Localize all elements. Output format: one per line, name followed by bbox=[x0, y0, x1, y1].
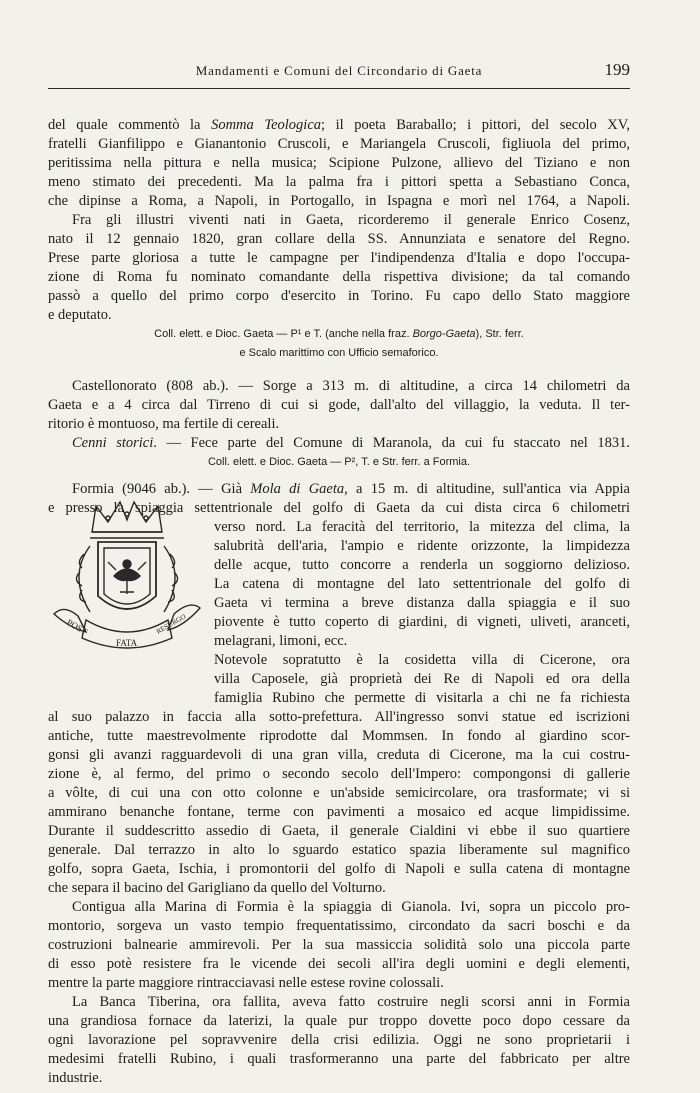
crest-ribbon-center: FATA bbox=[116, 638, 138, 648]
text-line: montorio, sorgeva un vasto tempio frequentatissimo, circondato da sacri boschi e da bbox=[48, 918, 630, 934]
text-line: zione è, al fermo, del primo o secondo secolo dell'Impero: compongonsi di gallerie bbox=[48, 766, 630, 782]
text-line: meno stimato dei precedenti. Ma la palma fra i pittori spetta a Sebastiano Conca, bbox=[48, 174, 630, 190]
text-line: ammirano benanche fontane, terme con pavimenti a mosaico ed acque limpidissime. bbox=[48, 804, 630, 820]
text-line: una grandiosa fornace da laterizi, la quale pur troppo dovette poco dopo cessare da bbox=[48, 1013, 630, 1029]
text-line: Cenni storici. — Fece parte del Comune di Maranola, da cui fu staccato nel 1831. bbox=[72, 435, 630, 451]
text-line: e presso la spiaggia settentrionale del golfo di Gaeta da cui dista circa 6 chilometri bbox=[48, 500, 630, 516]
text-line: al suo palazzo in faccia alla sotto-prefettura. All'ingresso sonvi statue ed iscrizioni bbox=[48, 709, 630, 725]
text-line: ritorio è montuoso, ma fertile di cereali. bbox=[48, 416, 280, 432]
text-line: famiglia Rubino che permette di visitarla a chi ne fa richiesta bbox=[214, 690, 630, 706]
text-line: ogni lavorazione pel sopravvenire della crisi edilizia. Oggi ne sono proprietarii i bbox=[48, 1032, 630, 1048]
text-line: costruzioni balnearie ammirevoli. Per la sua massiccia solidità solo una piccola parte bbox=[48, 937, 630, 953]
text-line: verso nord. La feracità del territorio, la mitezza del clima, la bbox=[214, 519, 630, 535]
text-line: Castellonorato (808 ab.). — Sorge a 313 m. di altitudine, a circa 14 chilometri da bbox=[72, 378, 630, 394]
text-line: La catena di montagne del lato settentrionale del golfo di bbox=[214, 576, 630, 592]
text-line: golfo, sopra Gaeta, Ischia, i promontorii del golfo di Napoli e sulla catena di montagne bbox=[48, 861, 630, 877]
text-line: Notevole sopratutto è la cosidetta villa di Cicerone, ora bbox=[214, 652, 630, 668]
text-line: che dipinse a Roma, a Napoli, in Portogallo, in Ispagna e morì nel 1764, a Napoli. bbox=[48, 193, 630, 209]
text-line: mentre la parte maggiore rintracciavasi nelle estese rovine colossali. bbox=[48, 975, 444, 991]
text-line: Coll. elett. e Dioc. Gaeta — P², T. e Str. ferr. a Formia. bbox=[207, 456, 471, 468]
crest-ribbon-left: POST bbox=[65, 617, 90, 637]
page-header bbox=[48, 62, 630, 84]
text-line: nato il 12 gennaio 1820, gran collare della SS. Annunziata e senatore del Regno. bbox=[48, 231, 630, 247]
text-line: Gaeta vi termina a breve distanza dalla spiaggia e il suo bbox=[214, 595, 630, 611]
gaeta-coat-of-arms bbox=[46, 496, 208, 660]
text-line: Prese parte gloriosa a tutte le campagne per l'indipendenza d'Italia e dopo l'occupa- bbox=[48, 250, 630, 266]
text-line: di esso potè resistere fra le vicende dei secoli all'ira degli uomini e degli elementi, bbox=[48, 956, 630, 972]
text-line: delle acque, tutto concorre a renderla un soggiorno delizioso. bbox=[214, 557, 630, 573]
text-line: zione di Roma fu nominato comandante della rispettiva divisione; da tal comando bbox=[48, 269, 630, 285]
page-number: 199 bbox=[604, 60, 630, 79]
text-line: generale. Dal terrazzo in alto lo sguardo estatico spazia liberamente sul magnifico bbox=[48, 842, 630, 858]
text-line: Contigua alla Marina di Formia è la spiaggia di Gianola. Ivi, sopra un piccolo pro- bbox=[72, 899, 630, 915]
text-line: a vôlte, di cui una con otto colonne e un'abside semicircolare, ora trasformate; vi si bbox=[48, 785, 630, 801]
text-line: che separa il bacino del Garigliano da quello del Volturno. bbox=[48, 880, 386, 896]
text-line: Coll. elett. e Dioc. Gaeta — P¹ e T. (anche nella fraz. Borgo-Gaeta), Str. ferr. bbox=[154, 328, 524, 340]
text-line: del quale commentò la Somma Teologica; il poeta Baraballo; i pittori, del secolo XV, bbox=[48, 117, 630, 133]
crest-ribbon-right: RESURGO bbox=[155, 612, 188, 636]
text-line: melagrani, limoni, ecc. bbox=[214, 633, 348, 649]
text-line: fratelli Gianfilippo e Gianantonio Cruscoli, e Mariangela Cruscoli, figliuola del primo, bbox=[48, 136, 630, 152]
text-line: Gaeta e a 4 circa dal Tirreno di cui si gode, dall'alto del villaggio, la veduta. Il ter- bbox=[48, 397, 630, 413]
text-line: industrie. bbox=[48, 1070, 103, 1086]
text-line: gonsi gli avanzi ragguardevoli di una gran villa, creduta di Cicerone, ma la cui costru- bbox=[48, 747, 630, 763]
running-title: Mandamenti e Comuni del Circondario di Gaeta bbox=[195, 63, 483, 78]
text-line: Fra gli illustri viventi nati in Gaeta, ricorderemo il generale Enrico Cosenz, bbox=[72, 212, 630, 228]
text-line: e deputato. bbox=[48, 307, 112, 323]
text-line: La Banca Tiberina, ora fallita, aveva fatto costruire negli scorsi anni in Formia bbox=[72, 994, 630, 1010]
text-line: medesimi fratelli Rubino, i quali trasformeranno una parte del fabbricato per altre bbox=[48, 1051, 630, 1067]
text-line: piovente è tutto coperto di giardini, di vigneti, uliveti, aranceti, bbox=[214, 614, 630, 630]
text-line: e Scalo marittimo con Ufficio semaforico. bbox=[239, 347, 439, 359]
text-line: antiche, tutte maestrevolmente riprodotte dal Mommsen. In fondo al giardino scor- bbox=[48, 728, 630, 744]
header-rule bbox=[48, 88, 630, 89]
text-line: Durante il suddescritto assedio di Gaeta, il generale Cialdini vi ebbe il suo quartiere bbox=[48, 823, 630, 839]
text-line: Formia (9046 ab.). — Già Mola di Gaeta, a 15 m. di altitudine, sull'antica via Appia bbox=[72, 481, 630, 497]
text-line: passò a quello del primo corpo d'esercito in Torino. Fu capo dello Stato maggiore bbox=[48, 288, 630, 304]
text-line: villa Caposele, già proprietà dei Re di Napoli ed ora della bbox=[214, 671, 630, 687]
text-line: salubrità dell'aria, l'ampio e ridente orizzonte, la limpidezza bbox=[214, 538, 630, 554]
text-line: peritissima nella pittura e nella musica; Scipione Pulzone, allievo del Tiziano e non bbox=[48, 155, 630, 171]
